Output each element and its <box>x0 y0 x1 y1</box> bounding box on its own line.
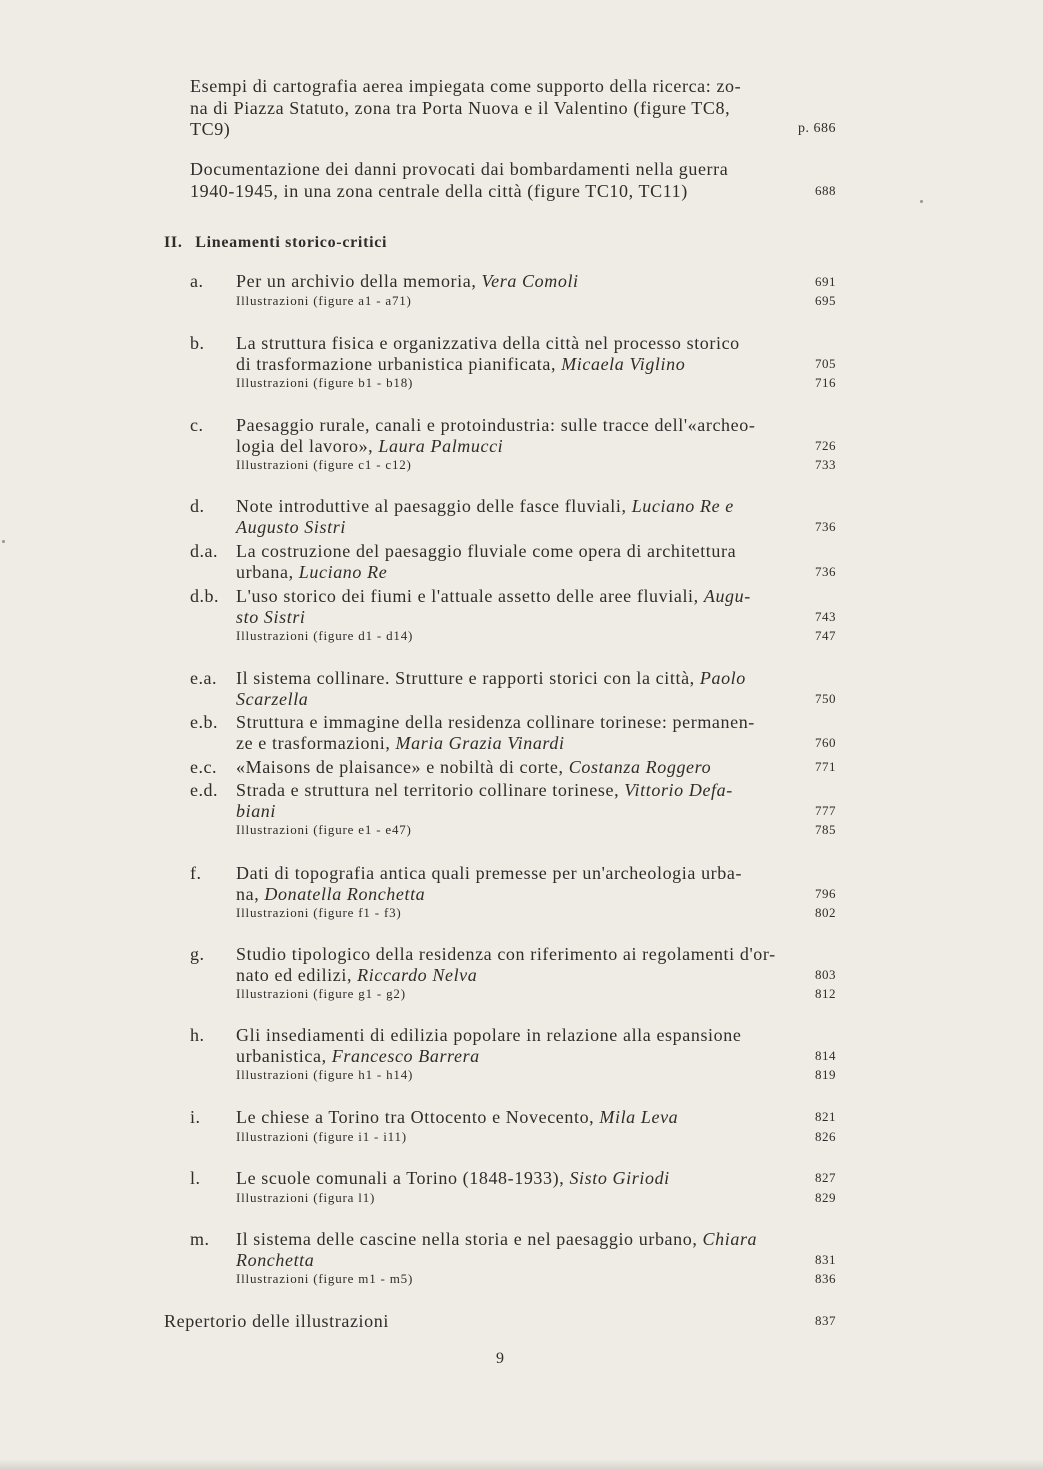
page-number: 736 <box>815 564 836 579</box>
repertorio-entry: Repertorio delle illustrazioni <box>164 1311 389 1331</box>
entry-label: d.b. <box>190 586 219 606</box>
page-number: 733 <box>815 457 836 472</box>
author: Laura Palmucci <box>378 436 504 456</box>
entry-text: Esempi di cartografia aerea impiegata come supporto della ricerca: zo- <box>190 76 742 96</box>
page-number: 802 <box>815 905 836 920</box>
page-number: 829 <box>815 1190 836 1205</box>
author: Vera Comoli <box>481 271 579 291</box>
illustrations-line: Illustrazioni (figura l1) <box>236 1190 376 1205</box>
section-title: Lineamenti storico-critici <box>195 234 388 251</box>
entry-text: Dati di topografia antica quali premesse per un'archeologia urba- <box>236 863 743 883</box>
page-number: 812 <box>815 986 836 1001</box>
page-number: 691 <box>815 274 836 289</box>
page-number: 821 <box>815 1109 836 1124</box>
author: Francesco Barrera <box>331 1046 480 1066</box>
page-number: 747 <box>815 628 836 643</box>
entry-text: na di Piazza Statuto, zona tra Porta Nuova e il Valentino (figure TC8, <box>190 98 731 118</box>
entry-text: Documentazione dei danni provocati dai bombardamenti nella guerra <box>190 159 729 179</box>
entry-label: d.a. <box>190 541 218 561</box>
author: Augusto Sistri <box>236 517 346 537</box>
toc-entry-g: nato ed edilizi, Riccardo Nelva <box>236 965 478 985</box>
toc-entry-ec: «Maisons de plaisance» e nobiltà di corte, Costanza Roggero <box>236 757 712 777</box>
toc-entry-h: urbanistica, Francesco Barrera <box>236 1046 480 1066</box>
page-number: 688 <box>815 183 836 198</box>
page-number: 831 <box>815 1252 836 1267</box>
entry-label: i. <box>190 1107 201 1127</box>
toc-entry-db: L'uso storico dei fiumi e l'attuale assetto delle aree fluviali, Augu- <box>236 586 751 606</box>
author: Vittorio Defa- <box>624 780 733 800</box>
toc-entry-b: di trasformazione urbanistica pianificata, Micaela Viglino <box>236 354 686 374</box>
entry-label: b. <box>190 333 205 353</box>
page-edge-shadow <box>0 1459 1043 1469</box>
author: Scarzella <box>236 689 309 709</box>
entry-label: e.c. <box>190 757 217 777</box>
section-heading <box>164 232 387 254</box>
entry-label: m. <box>190 1229 210 1249</box>
toc-entry-a: Per un archivio della memoria, Vera Comoli <box>236 271 579 291</box>
page-number: 836 <box>815 1271 836 1286</box>
illustrations-line: Illustrazioni (figure h1 - h14) <box>236 1067 414 1082</box>
author: biani <box>236 801 277 821</box>
toc-entry-ed: Strada e struttura nel territorio collinare torinese, Vittorio Defa- <box>236 780 733 800</box>
illustrations-line: Illustrazioni (figure a1 - a71) <box>236 293 412 308</box>
illustrations-line: Illustrazioni (figure f1 - f3) <box>236 905 402 920</box>
author: Donatella Ronchetta <box>264 884 426 904</box>
scan-speck <box>2 540 5 543</box>
author: sto Sistri <box>236 607 306 627</box>
entry-label: a. <box>190 271 204 291</box>
entry-text: La struttura fisica e organizzativa della città nel processo storico <box>236 333 740 353</box>
page-number: 743 <box>815 609 836 624</box>
entry-text: 1940-1945, in una zona centrale della città (figure TC10, TC11) <box>190 181 688 201</box>
entry-text: La costruzione del paesaggio fluviale come opera di architettura <box>236 541 737 561</box>
toc-entry-m: Il sistema delle cascine nella storia e nel paesaggio urbano, Chiara <box>236 1229 758 1249</box>
entry-text: Studio tipologico della residenza con riferimento ai regolamenti d'or- <box>236 944 776 964</box>
page-number: 777 <box>815 803 836 818</box>
page-number: 803 <box>815 967 836 982</box>
page-number: 726 <box>815 438 836 453</box>
author: Costanza Roggero <box>568 757 712 777</box>
entry-text: Paesaggio rurale, canali e protoindustria: sulle tracce dell'«archeo- <box>236 415 756 435</box>
illustrations-line: Illustrazioni (figure g1 - g2) <box>236 986 406 1001</box>
illustrations-line: Illustrazioni (figure i1 - i11) <box>236 1129 407 1144</box>
entry-label: e.d. <box>190 780 218 800</box>
page-number: p. 686 <box>798 121 836 136</box>
page-number: 814 <box>815 1048 836 1063</box>
illustrations-line: Illustrazioni (figure d1 - d14) <box>236 628 414 643</box>
author: Ronchetta <box>236 1250 315 1270</box>
entry-label: e.b. <box>190 712 218 732</box>
author: Luciano Re e <box>631 496 734 516</box>
page-number: 796 <box>815 886 836 901</box>
page-number: 837 <box>815 1313 836 1328</box>
page-number: 750 <box>815 691 836 706</box>
illustrations-line: Illustrazioni (figure e1 - e47) <box>236 822 412 837</box>
folio-number: 9 <box>496 1350 504 1367</box>
author: Augu- <box>703 586 751 606</box>
entry-label: c. <box>190 415 204 435</box>
toc-entry-da: urbana, Luciano Re <box>236 562 388 582</box>
toc-entry-i: Le chiese a Torino tra Ottocento e Novecento, Mila Leva <box>236 1107 679 1127</box>
entry-text: TC9) <box>190 119 231 139</box>
author: Luciano Re <box>298 562 388 582</box>
author: Maria Grazia Vinardi <box>395 733 565 753</box>
page-number: 705 <box>815 356 836 371</box>
entry-label: e.a. <box>190 668 217 688</box>
author: Sisto Giriodi <box>569 1168 670 1188</box>
author: Riccardo Nelva <box>357 965 478 985</box>
page-number: 771 <box>815 759 836 774</box>
entry-label: h. <box>190 1025 205 1045</box>
page-number: 695 <box>815 293 836 308</box>
toc-entry-c: logia del lavoro», Laura Palmucci <box>236 436 504 456</box>
toc-entry-d: Note introduttive al paesaggio delle fasce fluviali, Luciano Re e <box>236 496 734 516</box>
page-number: 827 <box>815 1170 836 1185</box>
author: Chiara <box>702 1229 758 1249</box>
page-number: 760 <box>815 735 836 750</box>
entry-label: g. <box>190 944 205 964</box>
page-number: 716 <box>815 375 836 390</box>
toc-entry-f: na, Donatella Ronchetta <box>236 884 426 904</box>
entry-label: l. <box>190 1168 201 1188</box>
page-number: 826 <box>815 1129 836 1144</box>
illustrations-line: Illustrazioni (figure c1 - c12) <box>236 457 412 472</box>
toc-entry-eb: ze e trasformazioni, Maria Grazia Vinardi <box>236 733 565 753</box>
page-number: 736 <box>815 519 836 534</box>
entry-text: Gli insediamenti di edilizia popolare in relazione alla espansione <box>236 1025 742 1045</box>
toc-entry-l: Le scuole comunali a Torino (1848-1933), Sisto Giriodi <box>236 1168 670 1188</box>
page-number: 819 <box>815 1067 836 1082</box>
entry-label: f. <box>190 863 202 883</box>
entry-label: d. <box>190 496 205 516</box>
page-number: 785 <box>815 822 836 837</box>
scan-speck <box>920 200 923 203</box>
illustrations-line: Illustrazioni (figure m1 - m5) <box>236 1271 414 1286</box>
illustrations-line: Illustrazioni (figure b1 - b18) <box>236 375 414 390</box>
section-number: II. <box>164 234 183 251</box>
toc-entry-ea: Il sistema collinare. Strutture e rapporti storici con la città, Paolo <box>236 668 746 688</box>
author: Micaela Viglino <box>561 354 686 374</box>
author: Paolo <box>699 668 746 688</box>
author: Mila Leva <box>599 1107 679 1127</box>
entry-text: Struttura e immagine della residenza collinare torinese: permanen- <box>236 712 755 732</box>
